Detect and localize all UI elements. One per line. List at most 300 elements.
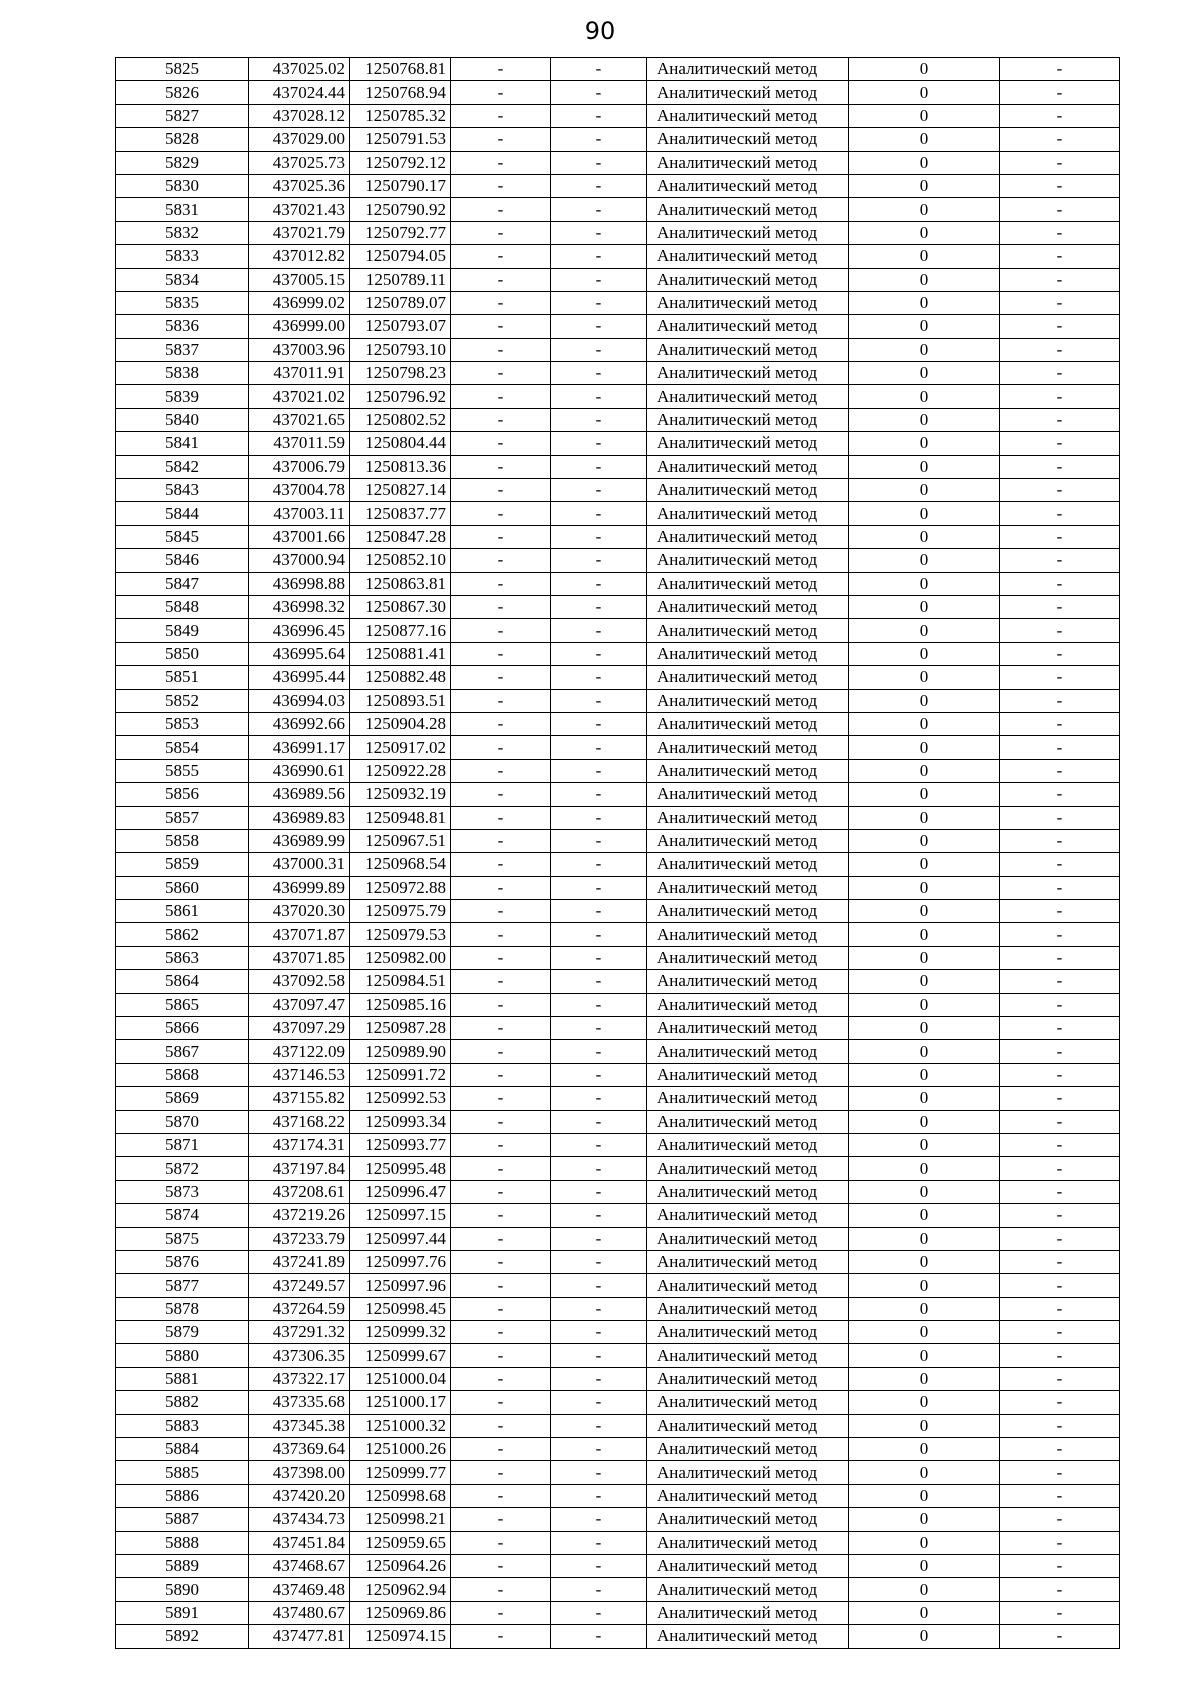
dash-cell: - [451, 198, 551, 221]
dash-cell: - [551, 198, 647, 221]
dash-cell: - [1000, 455, 1120, 478]
method-cell: Аналитический метод [647, 362, 849, 385]
error-cell: 0 [849, 1180, 1000, 1203]
dash-cell: - [551, 970, 647, 993]
table-row [116, 759, 1120, 782]
method-cell: Аналитический метод [647, 946, 849, 969]
table-row [116, 806, 1120, 829]
error-cell: 0 [849, 1625, 1000, 1648]
dash-cell: - [451, 81, 551, 104]
dash-cell: - [451, 128, 551, 151]
y-coordinate-cell: 1250998.21 [350, 1508, 451, 1531]
dash-cell: - [551, 315, 647, 338]
table-row [116, 1180, 1120, 1203]
y-coordinate-cell: 1250792.12 [350, 151, 451, 174]
error-cell: 0 [849, 759, 1000, 782]
dash-cell: - [1000, 1484, 1120, 1507]
dash-cell: - [1000, 970, 1120, 993]
x-coordinate-cell: 437398.00 [249, 1461, 350, 1484]
method-cell: Аналитический метод [647, 1250, 849, 1273]
point-number-cell: 5888 [116, 1531, 249, 1554]
error-cell: 0 [849, 1063, 1000, 1086]
dash-cell: - [551, 1578, 647, 1601]
dash-cell: - [451, 1063, 551, 1086]
method-cell: Аналитический метод [647, 58, 849, 81]
dash-cell: - [551, 525, 647, 548]
table-row [116, 362, 1120, 385]
dash-cell: - [451, 1157, 551, 1180]
error-cell: 0 [849, 1017, 1000, 1040]
dash-cell: - [551, 1391, 647, 1414]
x-coordinate-cell: 437024.44 [249, 81, 350, 104]
x-coordinate-cell: 437122.09 [249, 1040, 350, 1063]
error-cell: 0 [849, 385, 1000, 408]
method-cell: Аналитический метод [647, 1414, 849, 1437]
error-cell: 0 [849, 642, 1000, 665]
dash-cell: - [1000, 1063, 1120, 1086]
x-coordinate-cell: 437174.31 [249, 1133, 350, 1156]
x-coordinate-cell: 436991.17 [249, 736, 350, 759]
error-cell: 0 [849, 58, 1000, 81]
dash-cell: - [451, 151, 551, 174]
error-cell: 0 [849, 128, 1000, 151]
point-number-cell: 5836 [116, 315, 249, 338]
y-coordinate-cell: 1250932.19 [350, 783, 451, 806]
dash-cell: - [551, 1110, 647, 1133]
y-coordinate-cell: 1250768.94 [350, 81, 451, 104]
dash-cell: - [551, 783, 647, 806]
error-cell: 0 [849, 853, 1000, 876]
dash-cell: - [1000, 806, 1120, 829]
dash-cell: - [451, 104, 551, 127]
method-cell: Аналитический метод [647, 245, 849, 268]
dash-cell: - [451, 174, 551, 197]
dash-cell: - [551, 479, 647, 502]
y-coordinate-cell: 1250996.47 [350, 1180, 451, 1203]
dash-cell: - [1000, 128, 1120, 151]
dash-cell: - [451, 268, 551, 291]
dash-cell: - [451, 1414, 551, 1437]
method-cell: Аналитический метод [647, 1438, 849, 1461]
x-coordinate-cell: 436989.99 [249, 829, 350, 852]
x-coordinate-cell: 436992.66 [249, 712, 350, 735]
dash-cell: - [551, 1344, 647, 1367]
point-number-cell: 5854 [116, 736, 249, 759]
dash-cell: - [1000, 853, 1120, 876]
error-cell: 0 [849, 783, 1000, 806]
method-cell: Аналитический метод [647, 736, 849, 759]
table-row [116, 1157, 1120, 1180]
dash-cell: - [1000, 595, 1120, 618]
dash-cell: - [551, 806, 647, 829]
error-cell: 0 [849, 362, 1000, 385]
table-row [116, 1367, 1120, 1390]
y-coordinate-cell: 1250904.28 [350, 712, 451, 735]
dash-cell: - [551, 1601, 647, 1624]
x-coordinate-cell: 436998.88 [249, 572, 350, 595]
table-row [116, 829, 1120, 852]
point-number-cell: 5881 [116, 1367, 249, 1390]
point-number-cell: 5840 [116, 408, 249, 431]
x-coordinate-cell: 437146.53 [249, 1063, 350, 1086]
x-coordinate-cell: 437000.94 [249, 549, 350, 572]
table-row [116, 712, 1120, 735]
dash-cell: - [1000, 712, 1120, 735]
dash-cell: - [1000, 1110, 1120, 1133]
error-cell: 0 [849, 479, 1000, 502]
x-coordinate-cell: 436999.89 [249, 876, 350, 899]
dash-cell: - [1000, 432, 1120, 455]
dash-cell: - [1000, 900, 1120, 923]
dash-cell: - [1000, 198, 1120, 221]
dash-cell: - [451, 900, 551, 923]
method-cell: Аналитический метод [647, 783, 849, 806]
point-number-cell: 5863 [116, 946, 249, 969]
point-number-cell: 5875 [116, 1227, 249, 1250]
dash-cell: - [451, 595, 551, 618]
point-number-cell: 5851 [116, 666, 249, 689]
dash-cell: - [1000, 1508, 1120, 1531]
dash-cell: - [1000, 666, 1120, 689]
method-cell: Аналитический метод [647, 1601, 849, 1624]
dash-cell: - [451, 408, 551, 431]
method-cell: Аналитический метод [647, 1531, 849, 1554]
table-row [116, 946, 1120, 969]
point-number-cell: 5845 [116, 525, 249, 548]
y-coordinate-cell: 1250991.72 [350, 1063, 451, 1086]
x-coordinate-cell: 437005.15 [249, 268, 350, 291]
table-row [116, 479, 1120, 502]
method-cell: Аналитический метод [647, 502, 849, 525]
y-coordinate-cell: 1250998.68 [350, 1484, 451, 1507]
dash-cell: - [551, 221, 647, 244]
x-coordinate-cell: 437020.30 [249, 900, 350, 923]
y-coordinate-cell: 1250979.53 [350, 923, 451, 946]
y-coordinate-cell: 1250790.92 [350, 198, 451, 221]
dash-cell: - [451, 736, 551, 759]
table-row [116, 315, 1120, 338]
method-cell: Аналитический метод [647, 1555, 849, 1578]
y-coordinate-cell: 1250791.53 [350, 128, 451, 151]
table-row [116, 572, 1120, 595]
dash-cell: - [1000, 1180, 1120, 1203]
dash-cell: - [451, 1578, 551, 1601]
error-cell: 0 [849, 315, 1000, 338]
x-coordinate-cell: 437233.79 [249, 1227, 350, 1250]
point-number-cell: 5862 [116, 923, 249, 946]
dash-cell: - [1000, 338, 1120, 361]
x-coordinate-cell: 437029.00 [249, 128, 350, 151]
dash-cell: - [451, 1204, 551, 1227]
dash-cell: - [451, 221, 551, 244]
table-row [116, 1297, 1120, 1320]
dash-cell: - [551, 1461, 647, 1484]
dash-cell: - [451, 1110, 551, 1133]
dash-cell: - [451, 666, 551, 689]
dash-cell: - [451, 806, 551, 829]
error-cell: 0 [849, 736, 1000, 759]
x-coordinate-cell: 437369.64 [249, 1438, 350, 1461]
y-coordinate-cell: 1250789.11 [350, 268, 451, 291]
dash-cell: - [551, 993, 647, 1016]
point-number-cell: 5876 [116, 1250, 249, 1273]
dash-cell: - [551, 268, 647, 291]
table-row [116, 1227, 1120, 1250]
error-cell: 0 [849, 666, 1000, 689]
table-row [116, 432, 1120, 455]
dash-cell: - [451, 689, 551, 712]
dash-cell: - [551, 1087, 647, 1110]
dash-cell: - [451, 1601, 551, 1624]
dash-cell: - [451, 1625, 551, 1648]
error-cell: 0 [849, 525, 1000, 548]
x-coordinate-cell: 437477.81 [249, 1625, 350, 1648]
dash-cell: - [551, 245, 647, 268]
point-number-cell: 5873 [116, 1180, 249, 1203]
error-cell: 0 [849, 502, 1000, 525]
point-number-cell: 5834 [116, 268, 249, 291]
table-row [116, 666, 1120, 689]
y-coordinate-cell: 1251000.26 [350, 1438, 451, 1461]
dash-cell: - [1000, 619, 1120, 642]
dash-cell: - [1000, 1578, 1120, 1601]
dash-cell: - [1000, 525, 1120, 548]
table-row [116, 455, 1120, 478]
y-coordinate-cell: 1250985.16 [350, 993, 451, 1016]
point-number-cell: 5832 [116, 221, 249, 244]
table-row [116, 408, 1120, 431]
method-cell: Аналитический метод [647, 1227, 849, 1250]
method-cell: Аналитический метод [647, 221, 849, 244]
dash-cell: - [451, 362, 551, 385]
error-cell: 0 [849, 1110, 1000, 1133]
dash-cell: - [1000, 502, 1120, 525]
dash-cell: - [551, 1274, 647, 1297]
dash-cell: - [1000, 1391, 1120, 1414]
table-row [116, 619, 1120, 642]
dash-cell: - [451, 315, 551, 338]
method-cell: Аналитический метод [647, 174, 849, 197]
dash-cell: - [1000, 1625, 1120, 1648]
error-cell: 0 [849, 572, 1000, 595]
dash-cell: - [1000, 1438, 1120, 1461]
dash-cell: - [1000, 923, 1120, 946]
table-row [116, 198, 1120, 221]
point-number-cell: 5860 [116, 876, 249, 899]
table-row [116, 1484, 1120, 1507]
table-row [116, 1531, 1120, 1554]
y-coordinate-cell: 1250827.14 [350, 479, 451, 502]
table-row [116, 1204, 1120, 1227]
point-number-cell: 5830 [116, 174, 249, 197]
dash-cell: - [451, 1227, 551, 1250]
error-cell: 0 [849, 81, 1000, 104]
method-cell: Аналитический метод [647, 595, 849, 618]
table-row [116, 128, 1120, 151]
error-cell: 0 [849, 1461, 1000, 1484]
point-number-cell: 5871 [116, 1133, 249, 1156]
table-row [116, 900, 1120, 923]
error-cell: 0 [849, 1133, 1000, 1156]
method-cell: Аналитический метод [647, 853, 849, 876]
x-coordinate-cell: 436996.45 [249, 619, 350, 642]
dash-cell: - [451, 876, 551, 899]
error-cell: 0 [849, 104, 1000, 127]
y-coordinate-cell: 1250893.51 [350, 689, 451, 712]
error-cell: 0 [849, 829, 1000, 852]
dash-cell: - [451, 1555, 551, 1578]
dash-cell: - [551, 1625, 647, 1648]
x-coordinate-cell: 437208.61 [249, 1180, 350, 1203]
y-coordinate-cell: 1251000.32 [350, 1414, 451, 1437]
x-coordinate-cell: 436999.02 [249, 291, 350, 314]
table-row [116, 595, 1120, 618]
table-row [116, 502, 1120, 525]
dash-cell: - [451, 1391, 551, 1414]
y-coordinate-cell: 1250802.52 [350, 408, 451, 431]
point-number-cell: 5848 [116, 595, 249, 618]
method-cell: Аналитический метод [647, 1297, 849, 1320]
x-coordinate-cell: 437028.12 [249, 104, 350, 127]
table-row [116, 1391, 1120, 1414]
method-cell: Аналитический метод [647, 970, 849, 993]
x-coordinate-cell: 436999.00 [249, 315, 350, 338]
x-coordinate-cell: 437021.43 [249, 198, 350, 221]
y-coordinate-cell: 1250852.10 [350, 549, 451, 572]
dash-cell: - [551, 1508, 647, 1531]
point-number-cell: 5827 [116, 104, 249, 127]
table-row [116, 783, 1120, 806]
x-coordinate-cell: 436994.03 [249, 689, 350, 712]
method-cell: Аналитический метод [647, 900, 849, 923]
table-row [116, 81, 1120, 104]
dash-cell: - [1000, 1087, 1120, 1110]
dash-cell: - [1000, 1531, 1120, 1554]
dash-cell: - [551, 385, 647, 408]
dash-cell: - [551, 900, 647, 923]
x-coordinate-cell: 437003.96 [249, 338, 350, 361]
dash-cell: - [551, 1157, 647, 1180]
method-cell: Аналитический метод [647, 806, 849, 829]
table-row [116, 151, 1120, 174]
point-number-cell: 5844 [116, 502, 249, 525]
dash-cell: - [451, 642, 551, 665]
error-cell: 0 [849, 923, 1000, 946]
point-number-cell: 5838 [116, 362, 249, 385]
y-coordinate-cell: 1250997.44 [350, 1227, 451, 1250]
table-row [116, 58, 1120, 81]
y-coordinate-cell: 1250863.81 [350, 572, 451, 595]
dash-cell: - [451, 712, 551, 735]
y-coordinate-cell: 1250881.41 [350, 642, 451, 665]
error-cell: 0 [849, 1367, 1000, 1390]
dash-cell: - [451, 549, 551, 572]
dash-cell: - [551, 689, 647, 712]
dash-cell: - [1000, 479, 1120, 502]
dash-cell: - [551, 362, 647, 385]
point-number-cell: 5878 [116, 1297, 249, 1320]
point-number-cell: 5867 [116, 1040, 249, 1063]
method-cell: Аналитический метод [647, 104, 849, 127]
dash-cell: - [551, 666, 647, 689]
dash-cell: - [551, 58, 647, 81]
error-cell: 0 [849, 338, 1000, 361]
x-coordinate-cell: 437025.36 [249, 174, 350, 197]
table-row [116, 1438, 1120, 1461]
y-coordinate-cell: 1250922.28 [350, 759, 451, 782]
table-row [116, 291, 1120, 314]
method-cell: Аналитический метод [647, 268, 849, 291]
point-number-cell: 5826 [116, 81, 249, 104]
dash-cell: - [1000, 1321, 1120, 1344]
dash-cell: - [551, 876, 647, 899]
y-coordinate-cell: 1250997.76 [350, 1250, 451, 1273]
error-cell: 0 [849, 1578, 1000, 1601]
dash-cell: - [451, 1040, 551, 1063]
dash-cell: - [451, 245, 551, 268]
x-coordinate-cell: 437021.02 [249, 385, 350, 408]
point-number-cell: 5833 [116, 245, 249, 268]
method-cell: Аналитический метод [647, 993, 849, 1016]
dash-cell: - [551, 81, 647, 104]
point-number-cell: 5886 [116, 1484, 249, 1507]
dash-cell: - [551, 619, 647, 642]
dash-cell: - [1000, 362, 1120, 385]
method-cell: Аналитический метод [647, 619, 849, 642]
dash-cell: - [451, 1087, 551, 1110]
method-cell: Аналитический метод [647, 923, 849, 946]
dash-cell: - [451, 479, 551, 502]
x-coordinate-cell: 437025.73 [249, 151, 350, 174]
table-row [116, 1344, 1120, 1367]
table-row [116, 1555, 1120, 1578]
dash-cell: - [451, 1133, 551, 1156]
table-row [116, 1274, 1120, 1297]
y-coordinate-cell: 1250987.28 [350, 1017, 451, 1040]
point-number-cell: 5831 [116, 198, 249, 221]
error-cell: 0 [849, 1508, 1000, 1531]
dash-cell: - [451, 1180, 551, 1203]
dash-cell: - [451, 1508, 551, 1531]
point-number-cell: 5890 [116, 1578, 249, 1601]
table-row [116, 923, 1120, 946]
dash-cell: - [1000, 1414, 1120, 1437]
y-coordinate-cell: 1250997.96 [350, 1274, 451, 1297]
method-cell: Аналитический метод [647, 1321, 849, 1344]
dash-cell: - [1000, 642, 1120, 665]
dash-cell: - [451, 1344, 551, 1367]
dash-cell: - [551, 853, 647, 876]
dash-cell: - [451, 923, 551, 946]
point-number-cell: 5859 [116, 853, 249, 876]
y-coordinate-cell: 1250962.94 [350, 1578, 451, 1601]
table-row [116, 1508, 1120, 1531]
error-cell: 0 [849, 1484, 1000, 1507]
dash-cell: - [451, 970, 551, 993]
point-number-cell: 5880 [116, 1344, 249, 1367]
error-cell: 0 [849, 1227, 1000, 1250]
dash-cell: - [451, 1297, 551, 1320]
dash-cell: - [451, 385, 551, 408]
dash-cell: - [551, 1555, 647, 1578]
y-coordinate-cell: 1251000.17 [350, 1391, 451, 1414]
y-coordinate-cell: 1250768.81 [350, 58, 451, 81]
method-cell: Аналитический метод [647, 1204, 849, 1227]
point-number-cell: 5870 [116, 1110, 249, 1133]
dash-cell: - [551, 1438, 647, 1461]
x-coordinate-cell: 437306.35 [249, 1344, 350, 1367]
dash-cell: - [451, 1367, 551, 1390]
